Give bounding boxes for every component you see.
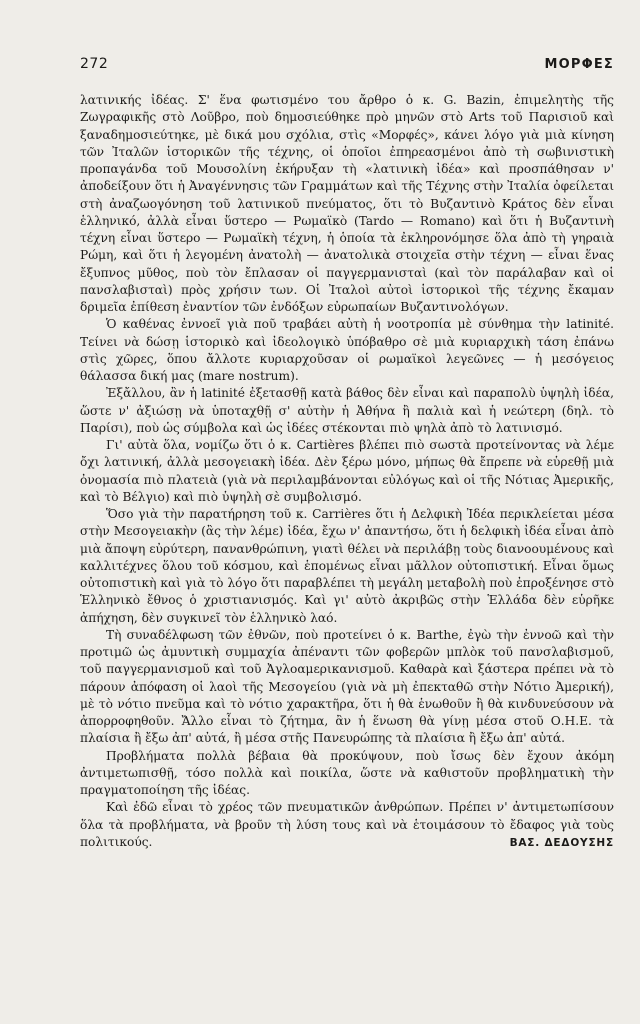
paragraph-delphic-idea: Ὅσο γιὰ τὴν παρατήρηση τοῦ κ. Carrières ὅτι ἡ Δελφικὴ Ἰδέα περικλείεται μέσα στὴν Μεσογειακὴν (ἂς τὴν λέμε) ἰδέα, ἔχω ν' ἀπαντήσω, ὅτι ἡ δελφικὴ ἰδέα εἶναι ἀπὸ μιὰ ἄποψη εὐρύτερη, πανανθρώπινη, γιατὶ θέλει νὰ περιλάβῃ τοὺς διανοουμένους καὶ καλλιτέχνες ὅλου τοῦ κόσμου, καὶ ἑπομένως εἶναι μᾶλλον οὐτοπιστική. Εἶναι ὅμως οὐτοπιστικὴ καὶ γιὰ τὸ λόγο ὅτι παραβλέπει τὴ μεγάλη μεταβολὴ ποὺ ἐπροξένησε στὸ Ἑλληνικὸ ἔθνος ὁ χριστιανισμός. Καὶ γι' αὐτὸ ἀκριβῶς στὴν Ἑλλάδα δὲν εὑρῆκε ἀπήχηση, δὲν συγκινεῖ τὸν ἑλληνικὸ λαό. bbox=[80, 507, 614, 625]
paragraph-problems: Προβλήματα πολλὰ βέβαια θὰ προκύψουν, ποὺ ἴσως δὲν ἔχουν ἀκόμη ἀντιμετωπισθῇ, τόσο πολλὰ καὶ ποικίλα, ὥστε νὰ καθιστοῦν προβληματικὴ τὴν πραγματοποίηση τῆς ἰδέας. bbox=[80, 748, 614, 797]
article-body bbox=[80, 92, 614, 852]
paragraph-latinite: Ὁ καθένας ἐννοεῖ γιὰ ποῦ τραβάει αὐτὴ ἡ νοοτροπία μὲ σύνθημα τὴν latinité. Τείνει νὰ δώσῃ ἱστορικὸ καὶ ἰδεολογικὸ ὑπόβαθρο σὲ μιὰ κυριαρχικὴ τάση ἐπάνω στὶς χῶρες, ὅπου ἄλλοτε κυριαρχοῦσαν οἱ ρωμαϊκοὶ λεγεῶνες — ἡ μεσόγειος θάλασσα δική μας (mare nostrum). bbox=[80, 317, 614, 383]
author-signature: ΒΑΣ. ΔΕΔΟΥΣΗΣ bbox=[509, 837, 614, 849]
paragraph-latin-idea: λατινικής ἰδέας. Σ' ἕνα φωτισμένο του ἄρθρο ὁ κ. G. Bazin, ἐπιμελητὴς τῆς Ζωγραφικῆς στὸ Λοῦβρο, ποὺ δημοσιεύθηκε πρὸ μηνῶν στὸ Arts τοῦ Παρισιοῦ καὶ ξαναδημοσιεύτηκε, μὲ δικά μου σχόλια, στὶς «Μορφές», κάνει λόγο γιὰ μιὰ κίνηση τῶν Ἰταλῶν ἱστορικῶν τῆς τέχνης, οἱ ὁποῖοι ἐπηρεασμένοι ἀπὸ τὴ σωβινιστικὴ προπαγάνδα τοῦ Μουσολίνη ἐκήρυξαν τὴ «λατινικὴ ἰδέα» καὶ προσπάθησαν ν' ἀποδείξουν ὅτι ἡ Ἀναγέννησις τῶν Γραμμάτων καὶ τῆς Τέχνης στὴν Ἰταλία ὀφείλεται στὴ ἀναζωογόνηση τοῦ λατινικοῦ πνεύματος, ὅτι τὸ Βυζαντινὸ Κράτος δὲν εἶναι ἑλληνικό, ἀλλὰ εἶναι ὕστερο — Ρωμαϊκὸ (Tardo — Romano) καὶ ὅτι ἡ Βυζαντινὴ τέχνη εἶναι ὕστερο — Ρωμαϊκὴ τέχνη, ἡ ὁποία τὰ ἐκληρονόμησε ὅλα ἀπὸ τὴ γηραιὰ Ρώμη, καὶ ὅτι ἡ λεγομένη ἀνατολὴ — ἀνατολικὰ στοιχεῖα στὴν τέχνη — εἶναι ἕνας ἔξυπνος μῦθος, ποὺ τὸν ἔπλασαν οἱ παγγερμανισταὶ (καὶ τὸν παράλαβαν καὶ οἱ πανσλαβισταὶ) πρὸς χρήσιν των. Οἱ Ἰταλοὶ αὐτοὶ ἱστορικοὶ τῆς τέχνης ἔκαμαν δριμεῖα ἐπίθεση ἐναντίον τῶν ἐνδόξων εὐρωπαίων Βυζαντινολόγων. bbox=[80, 93, 614, 314]
paragraph-athens-paris: Ἐξἄλλου, ἂν ἡ latinité ἐξετασθῇ κατὰ βάθος δὲν εἶναι καὶ παραπολὺ ὑψηλὴ ἰδέα, ὥστε ν' ἀξιώσῃ νὰ ὑποταχθῇ σ' αὐτὴν ἡ Ἀθήνα ἢ παλιὰ καὶ ἡ νεώτερη (δηλ. τὸ Παρίσι), ποὺ ὡς σύμβολα καὶ ὡς ἰδέες στέκονται πιὸ ψηλὰ ἀπὸ τὸ λατινισμό. bbox=[80, 386, 614, 435]
paragraph-nations-union: Τὴ συναδέλφωση τῶν ἐθνῶν, ποὺ προτείνει ὁ κ. Barthe, ἐγὼ τὴν ἐννοῶ καὶ τὴν προτιμῶ ὡς ἀμυντικὴ συμμαχία ἀπέναντι τῶν φοβερῶν μπλὸκ τοῦ πανσλαβισμοῦ, τοῦ παγγερμανισμοῦ καὶ τοῦ Ἀγλοαμερικανισμοῦ. Καθαρὰ καὶ ξάστερα πρέπει νὰ τὸ πάρουν ἀπόφαση οἱ λαοὶ τῆς Μεσογείου (γιὰ νὰ μὴ ἐπεκταθῶ στὴν Νότιο Ἀμερική), μὲ τὸ νότιο πνεῦμα καὶ τὸ νότιο χαρακτῆρα, ὅτι ἡ θὰ ἑνωθοῦν ἢ θὰ κινδυνεύσουν νὰ ἀπορροφηθοῦν. Ἄλλο εἶναι τὸ ζήτημα, ἂν ἡ ἕνωση θὰ γίνῃ μέσα στοῦ Ο.Η.Ε. τὰ πλαίσια ἢ ἔξω ἀπ' αὐτά, ἢ μέσα στῆς Πανευρώπης τὰ πλαίσια ἢ ἔξω ἀπ' αὐτά. bbox=[80, 627, 614, 746]
page-number: 272 bbox=[80, 56, 109, 72]
paragraph-duty-intellectuals: Καὶ ἐδῶ εἶναι τὸ χρέος τῶν πνευματικῶν ἀνθρώπων. Πρέπει ν' ἀντιμετωπίσουν ὅλα τὰ προβλήματα, νὰ βροῦν τὴ λύση τους καὶ νὰ ἑτοιμάσουν τὸ ἔδαφος γιὰ τοὺς πολιτικούς. bbox=[80, 800, 614, 849]
journal-title: ΜΟΡΦΕΣ bbox=[544, 57, 614, 72]
paragraph-mediterranean-idea: Γι' αὐτὰ ὅλα, νομίζω ὅτι ὁ κ. Cartières βλέπει πιὸ σωστὰ προτείνοντας νὰ λέμε ὄχι λατινική, ἀλλὰ μεσογειακὴ ἰδέα. Δὲν ξέρω μόνο, μήπως θὰ ἔπρεπε νὰ εὑρεθῇ μιὰ ὀνομασία πιὸ πλατειὰ (γιὰ νὰ περιλαμβάνονται εὐλόγως καὶ οἱ τῆς Νότιας Ἀμερικῆς, καὶ τὸ Βέλγιο) καὶ πιὸ ὑψηλὴ σὲ συμβολισμό. bbox=[80, 438, 614, 504]
page-header bbox=[80, 56, 614, 72]
